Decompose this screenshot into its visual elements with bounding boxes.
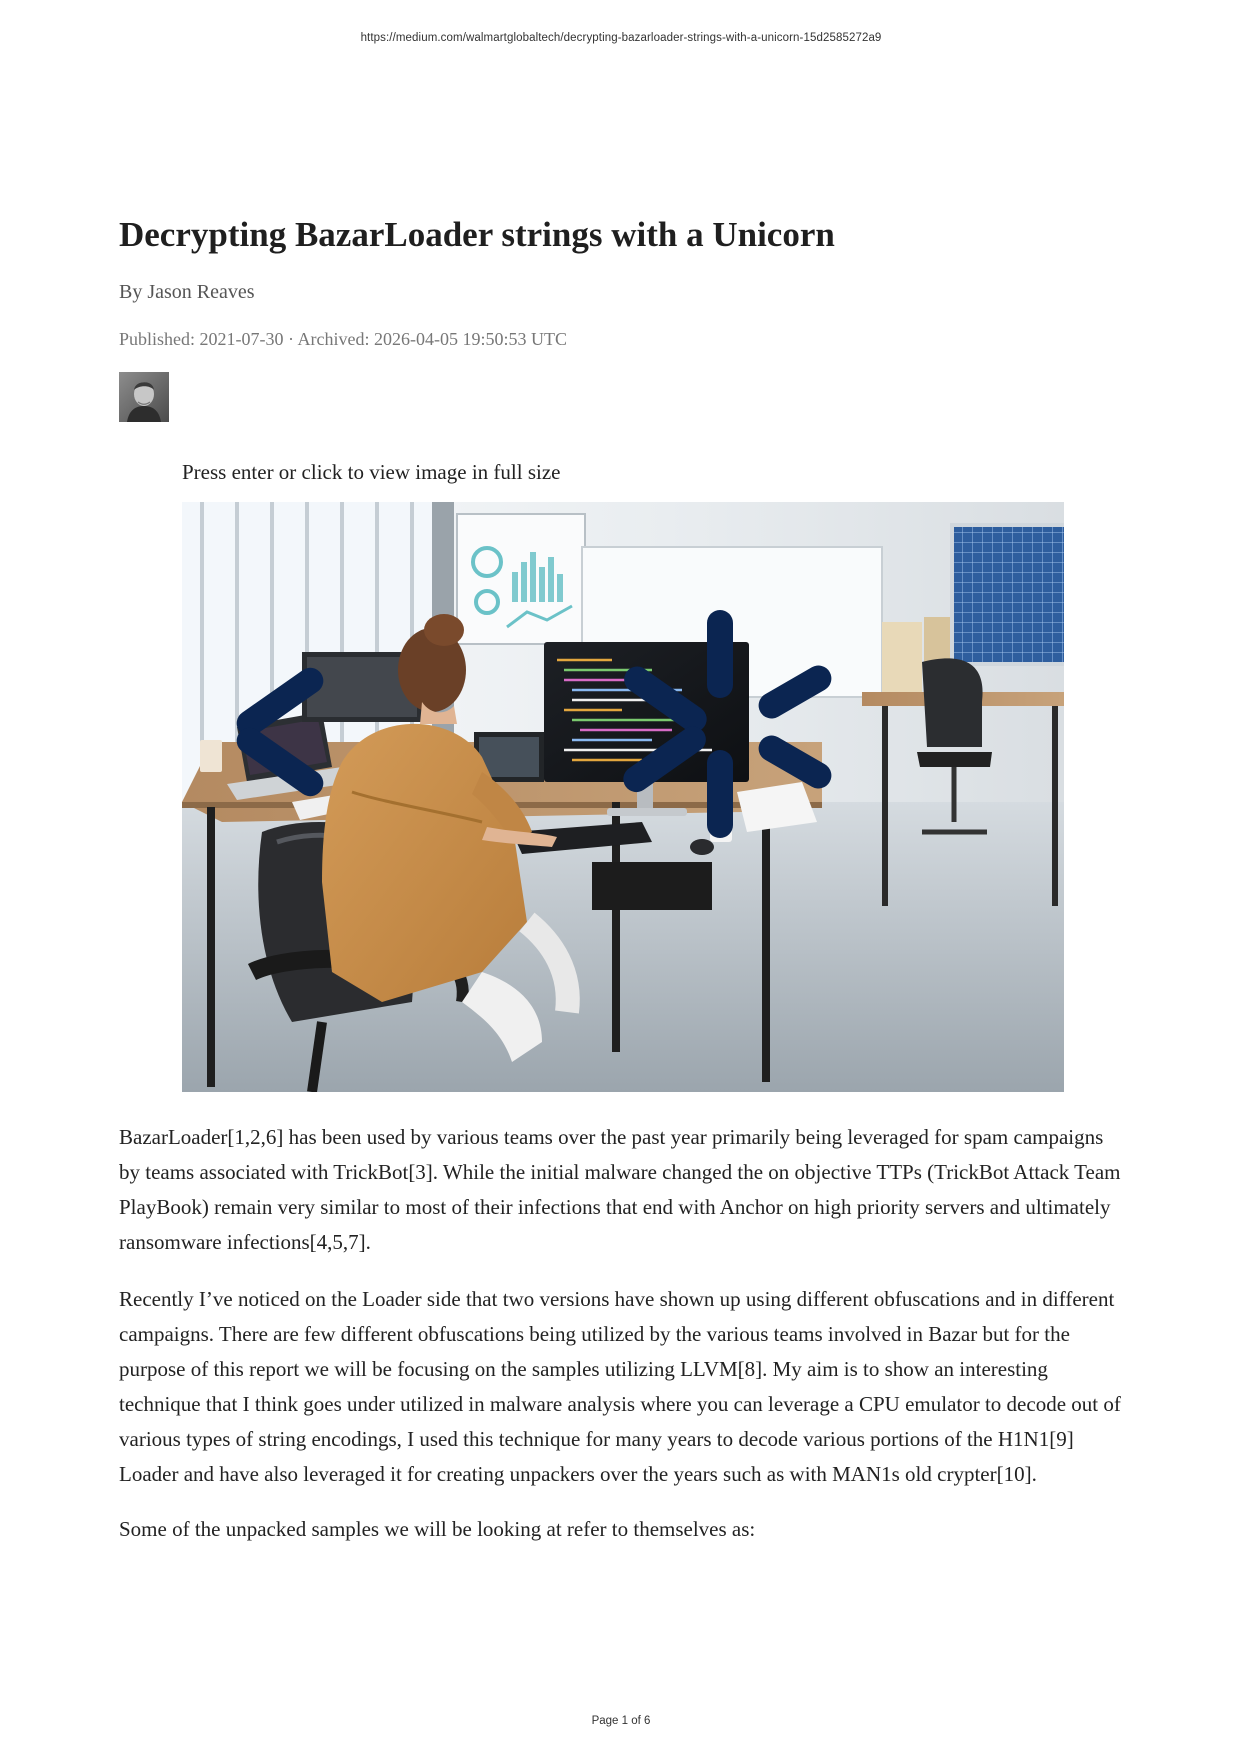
author-byline: By Jason Reaves — [119, 281, 255, 303]
page-number: Page 1 of 6 — [591, 1715, 651, 1727]
paragraph-intro: BazarLoader[1,2,6] has been used by various teams over the past year primarily being leveraged for spam campaigns by teams associated with TrickBot[3]. While the initial malware changed the on objective TTPs (TrickBot Attack Team PlayBook) remain very similar to most of their infections that end with Anchor on high priority servers and ultimately ransomware infections[4,5,7]. — [119, 1125, 1121, 1254]
source-url: https://medium.com/walmartglobaltech/decrypting-bazarloader-strings-with-a-unicorn-15d2585272a9 — [360, 32, 882, 44]
article — [119, 212, 1129, 1547]
image-fullsize-hint: Press enter or click to view image in full size — [182, 460, 561, 484]
article-hero-image[interactable] — [182, 502, 1064, 1092]
paragraph-unpacked-samples: Some of the unpacked samples we will be looking at refer to themselves as: — [119, 1517, 756, 1541]
publish-meta: Published: 2021-07-30 · Archived: 2026-04-05 19:50:53 UTC — [119, 329, 567, 349]
paragraph-obfuscations: Recently I’ve noticed on the Loader side that two versions have shown up using different obfuscations and in different campaigns. There are few different obfuscations being utilized by the various teams involved in Bazar but for the purpose of this report we will be focusing on the samples utilizing LLVM[8]. My aim is to show an interesting technique that I think goes under utilized in malware analysis where you can leverage a CPU emulator to decode out of various types of string encodings, I used this technique for many years to decode various portions of the H1N1[9] Loader and have also leveraged it for creating unpackers over the years such as with MAN1s old crypter[10]. — [119, 1287, 1121, 1486]
author-avatar[interactable] — [119, 372, 169, 422]
article-title: Decrypting BazarLoader strings with a Unicorn — [119, 215, 835, 254]
